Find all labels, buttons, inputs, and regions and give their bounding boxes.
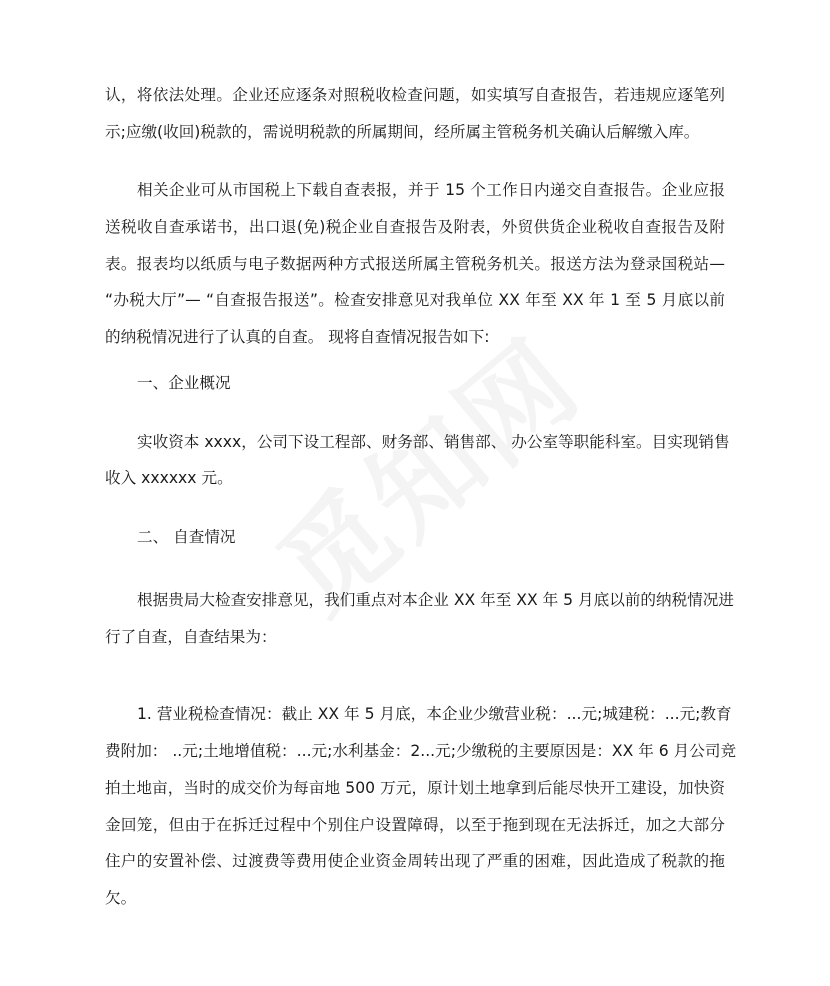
paragraph-line: 行了自查，自查结果为： — [105, 628, 277, 646]
paragraph-line: 认，将依法处理。企业还应逐条对照税收检查问题，如实填写自查报告，若违规应逐笔列 — [105, 86, 725, 104]
paragraph-line: 费附加： ..元;土地增值税：...元;水利基金：2...元;少缴税的主要原因是：XX 年 6 月公司竞 — [105, 742, 737, 760]
paragraph-line: 收入 xxxxxx 元。 — [105, 469, 233, 487]
paragraph-line: 示;应缴(收回)税款的，需说明税款的所属期间，经所属主管税务机关确认后解缴入库。 — [105, 123, 700, 141]
paragraph-line: 实收资本 xxxx，公司下设工程部、财务部、销售部、 办公室等职能科室。目实现销售 — [137, 433, 730, 451]
paragraph-line: 送税收自查承诺书，出口退(免)税企业自查报告及附表，外贸供货企业税收自查报告及附 — [105, 218, 725, 236]
paragraph-line: 住户的安置补偿、过渡费等费用使企业资金周转出现了严重的困难，因此造成了税款的拖 — [105, 852, 725, 870]
paragraph-line: 相关企业可从市国税上下载自查表报，并于 15 个工作日内递交自查报告。企业应报 — [137, 181, 725, 199]
paragraph-line: 的纳税情况进行了认真的自查。 现将自查情况报告如下: — [105, 328, 490, 346]
paragraph-line: 拍土地亩，当时的成交价为每亩地 500 万元，原计划土地拿到后能尽快开工建设，加快资 — [105, 779, 725, 797]
paragraph-line: 表。报表均以纸质与电子数据两种方式报送所属主管税务机关。报送方法为登录国税站— — [105, 255, 725, 273]
paragraph-line: 欠。 — [105, 889, 137, 907]
paragraph-line: “办税大厅”— “自查报告报送”。检查安排意见对我单位 XX 年至 XX 年 1 至 5 月底以前 — [105, 291, 725, 309]
paragraph-line: 金回笼，但由于在拆迁过程中个别住户设置障碍，以至于拖到现在无法拆迁，加之大部分 — [105, 816, 725, 834]
paragraph-line: 根据贵局大检查安排意见，我们重点对本企业 XX 年至 XX 年 5 月底以前的纳税情况进 — [137, 591, 734, 609]
paragraph-line: 1. 营业税检查情况：截止 XX 年 5 月底，本企业少缴营业税：...元;城建税：...元;教育 — [137, 705, 732, 723]
section-heading: 一、企业概况 — [137, 374, 231, 392]
section-heading: 二、 自查情况 — [137, 528, 236, 546]
